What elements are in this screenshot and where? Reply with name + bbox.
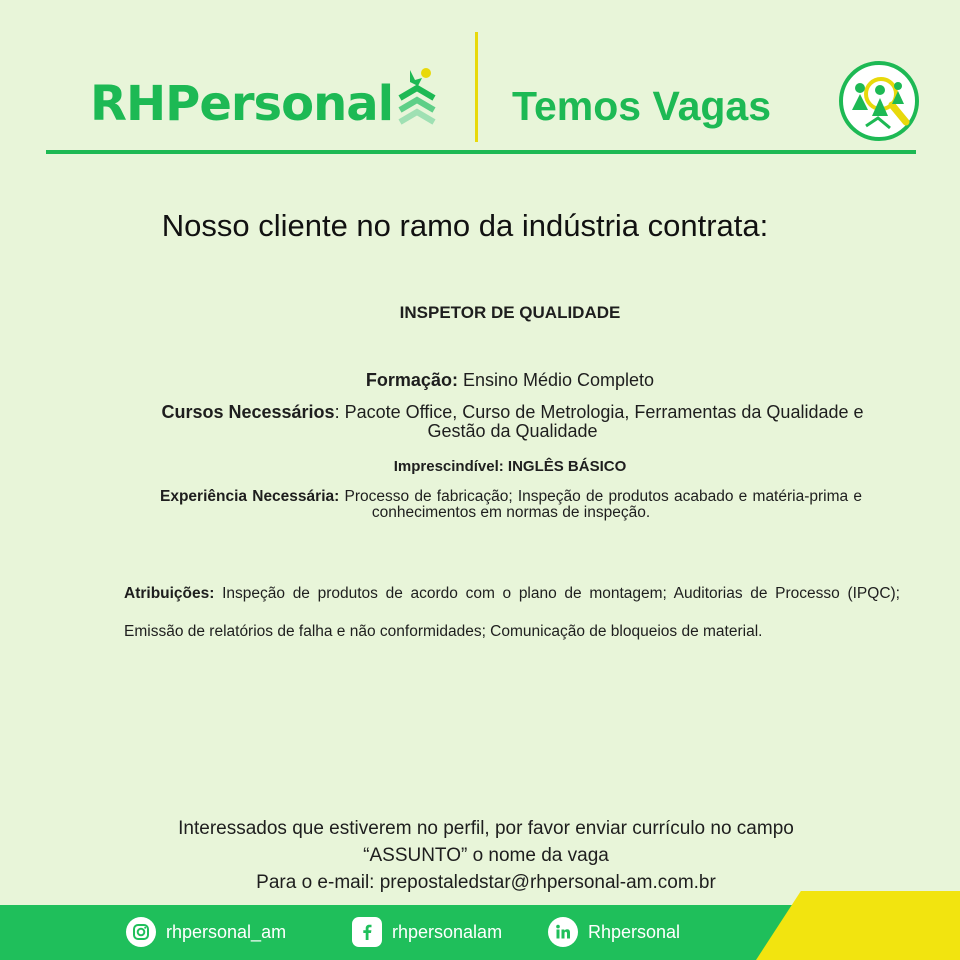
linkedin-handle: Rhpersonal [588,921,681,942]
recruitment-emblem-icon [838,60,920,142]
instructions-email-line: Para o e-mail: prepostaledstar@rhpersonal-am.com.br [256,872,716,893]
header-rule [46,150,916,154]
brand-name: RHPersonal [90,76,394,132]
facebook-handle: rhpersonalam [392,921,503,942]
experiencia-label: Experiência Necessária: [160,488,340,505]
social-instagram[interactable] [126,915,286,949]
instructions-line-1: Interessados que estiverem no perfil, por favor enviar currículo no campo [178,818,794,839]
formacao-value: Ensino Médio Completo [457,370,655,390]
job-title: INSPETOR DE QUALIDADE [399,303,621,322]
facebook-icon [352,917,382,947]
experiencia-value: Processo de fabricação; Inspeção de produtos acabado e matéria-prima e conhecimentos em normas de inspeção. [339,488,862,521]
experiencia-line [160,489,862,521]
linkedin-icon [548,917,578,947]
social-linkedin[interactable] [548,915,680,949]
imprescindivel-line: Imprescindível: INGLÊS BÁSICO [393,458,627,475]
cursos-value: : Pacote Office, Curso de Metrologia, Ferramentas da Qualidade e Gestão da Qualidade [334,402,864,441]
instagram-icon [126,917,156,947]
cursos-line [155,403,870,441]
intro-heading: Nosso cliente no ramo da indústria contrata: [161,208,769,243]
footer-accent [756,891,960,960]
rhpersonal-logo-icon [396,66,438,128]
cursos-label: Cursos Necessários [161,402,335,422]
social-facebook[interactable] [352,915,502,949]
tagline: Temos Vagas [512,83,772,129]
atribuicoes-label: Atribuições: [124,585,215,602]
application-instructions [86,815,886,896]
atribuicoes-paragraph [124,575,900,651]
instructions-line-2: “ASSUNTO” o nome da vaga [363,845,609,866]
atribuicoes-value: Inspeção de produtos de acordo com o plano de montagem; Auditorias de Processo (IPQC); Emissão de relatórios de falha e não conformidades; Comunicação de bloqueios de material. [124,585,900,640]
header-divider [475,32,478,142]
formacao-label: Formação: [365,370,458,390]
instagram-handle: rhpersonal_am [166,921,287,942]
formacao-line [0,368,960,392]
